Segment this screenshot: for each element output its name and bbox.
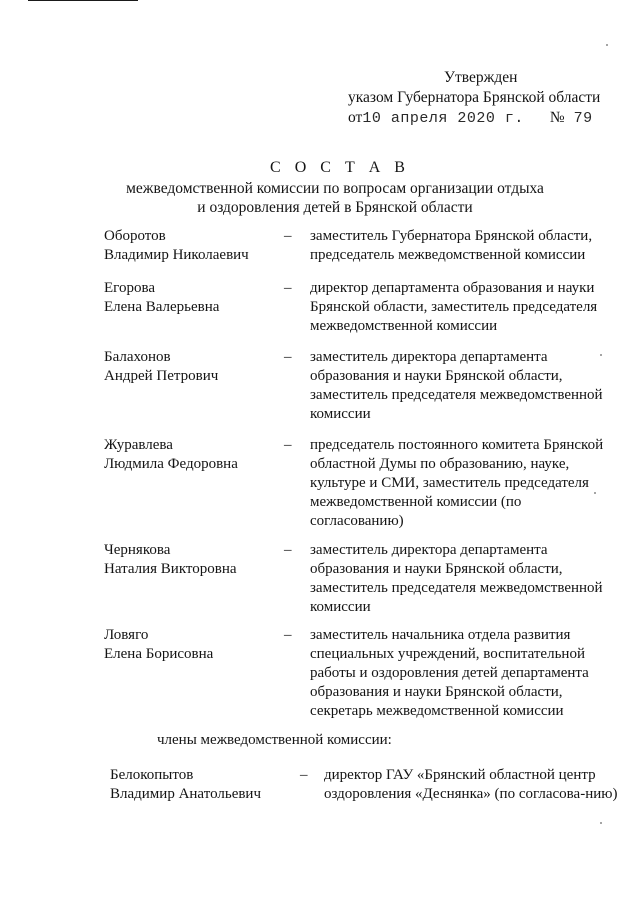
person-name <box>104 348 274 386</box>
given-names: Владимир Анатольевич <box>110 786 262 802</box>
dash: – <box>300 767 308 783</box>
role-description: директор ГАУ «Брянский областной центр оздоровления «Деснянка» (по согласова-нию) <box>324 767 618 802</box>
scan-speck <box>600 822 602 824</box>
surname: Ловяго <box>104 627 149 643</box>
approval-date: 10 апреля 2020 г. <box>362 110 524 127</box>
given-names: Елена Валерьевна <box>104 299 220 315</box>
surname: Оборотов <box>104 228 166 244</box>
dash: – <box>284 228 292 244</box>
dash: – <box>284 542 292 558</box>
person-name <box>104 436 274 474</box>
person-name <box>104 541 274 579</box>
approval-number: 79 <box>573 110 593 127</box>
dash: – <box>284 280 292 296</box>
title-heading: С О С Т А В <box>270 159 410 176</box>
role-description: заместитель Губернатора Брянской области, председатель межведомственной комиссии <box>310 228 593 263</box>
role-description: заместитель начальника отдела развития специальных учреждений, воспитательной работы и оздоровления детей департамента образования и науки Брянской области, секретарь межведомственной комиссии <box>310 627 589 719</box>
approval-stamp <box>348 68 628 129</box>
surname: Журавлева <box>104 437 173 453</box>
members-heading: члены межведомственной комиссии: <box>157 732 392 748</box>
given-names: Наталия Викторовна <box>104 561 237 577</box>
approval-number-sign: № <box>549 109 565 126</box>
approval-line-2: указом Губернатора Брянской области <box>348 89 601 106</box>
person-name <box>110 766 280 804</box>
given-names: Андрей Петрович <box>104 368 219 384</box>
approval-date-number <box>348 108 628 129</box>
surname: Белокопытов <box>110 767 194 783</box>
role-description: заместитель директора департамента образования и науки Брянской области, заместитель председателя межведомственной комиссии <box>310 349 603 422</box>
title-line-1: межведомственной комиссии по вопросам организации отдыха <box>126 180 544 197</box>
surname: Егорова <box>104 280 155 296</box>
surname: Чернякова <box>104 542 171 558</box>
role-description: заместитель директора департамента образования и науки Брянской области, заместитель председателя межведомственной комиссии <box>310 542 603 615</box>
given-names: Людмила Федоровна <box>104 456 238 472</box>
dash: – <box>284 627 292 643</box>
approval-prefix: от <box>348 109 363 126</box>
dash: – <box>284 437 292 453</box>
given-names: Владимир Николаевич <box>104 247 249 263</box>
approval-line-1: Утвержден <box>444 69 518 86</box>
scan-speck <box>606 44 608 46</box>
top-border-line <box>28 0 138 1</box>
role-description: директор департамента образования и науки Брянской области, заместитель председателя межведомственной комиссии <box>310 280 598 334</box>
role-description: председатель постоянного комитета Брянской областной Думы по образованию, науке, культуре и СМИ, заместитель председателя межведомственной комиссии (по согласованию) <box>310 437 604 529</box>
person-name <box>104 626 274 664</box>
person-name <box>104 227 274 265</box>
given-names: Елена Борисовна <box>104 646 214 662</box>
person-name <box>104 279 274 317</box>
dash: – <box>284 349 292 365</box>
surname: Балахонов <box>104 349 171 365</box>
title-line-2: и оздоровления детей в Брянской области <box>197 199 473 216</box>
document-title <box>0 158 640 217</box>
